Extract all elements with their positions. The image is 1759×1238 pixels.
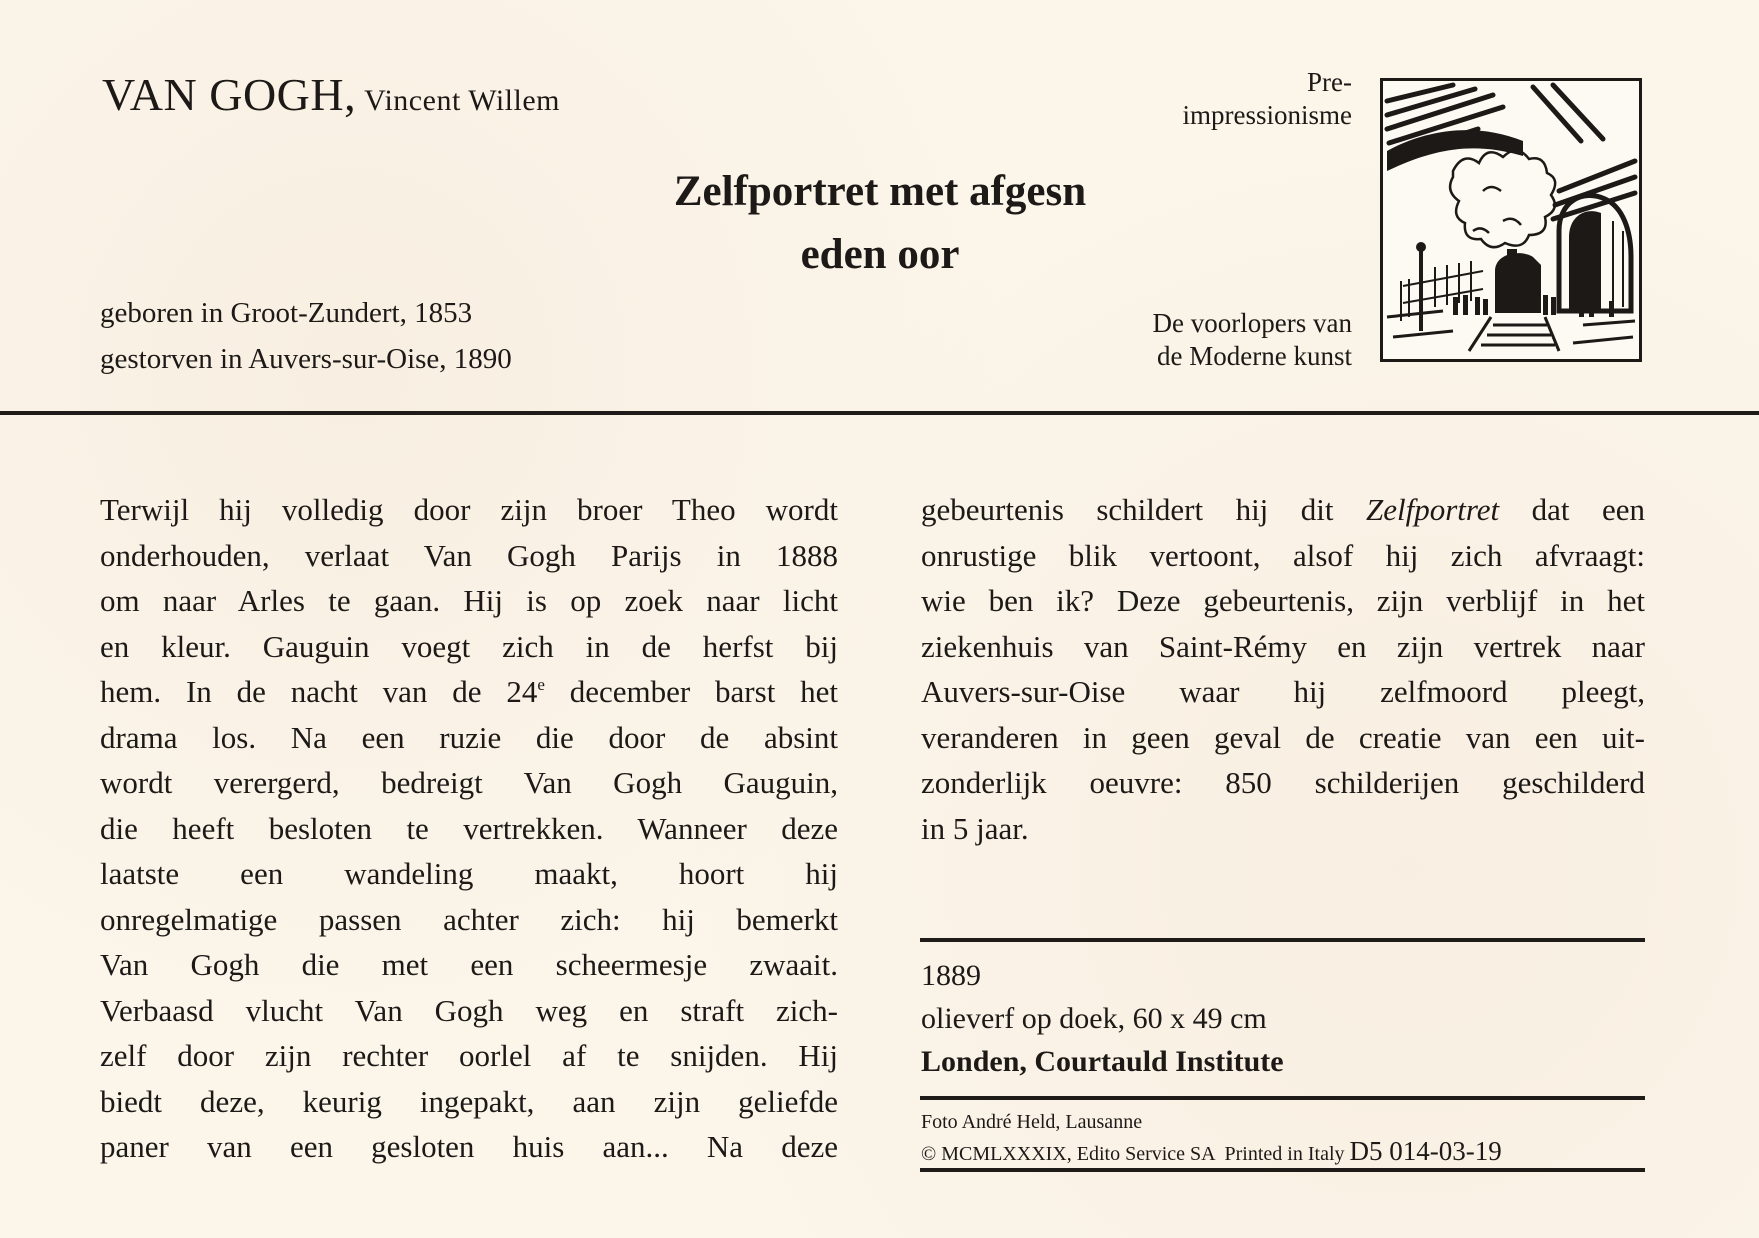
art-movement — [1183, 66, 1353, 132]
birth-info: geboren in Groot-Zundert, 1853 — [100, 297, 473, 329]
body-text: gebeurtenis schildert hij dit — [921, 492, 1366, 527]
credits — [921, 1108, 1646, 1169]
artwork-location: Londen, Courtauld Institute — [921, 1045, 1284, 1078]
series-title — [1153, 307, 1352, 373]
body-line — [100, 669, 838, 715]
railway-station-engraving-icon — [1380, 78, 1642, 362]
body-line: om naar Arles te gaan. Hij is op zoek naar licht — [100, 583, 838, 618]
series-line-2: de Moderne kunst — [1157, 341, 1352, 371]
body-line: in 5 jaar. — [921, 810, 1029, 846]
body-line: wie ben ik? Deze gebeurtenis, zijn verblijf in het — [921, 583, 1645, 618]
copyright-text: © MCMLXXXIX, Edito Service SA Printed in Italy — [921, 1143, 1345, 1165]
body-line: Verbaasd vlucht Van Gogh weg en straft zich- — [100, 992, 838, 1028]
movement-line-1: Pre- — [1307, 67, 1352, 97]
artwork-title — [520, 160, 1240, 286]
body-line: laatste een wandeling maakt, hoort hij — [100, 856, 838, 891]
artwork-info — [921, 954, 1284, 1083]
title-line-1: Zelfportret met afgesn — [673, 168, 1087, 215]
artist-name — [102, 68, 560, 121]
card-code: D5 014-03-19 — [1349, 1136, 1502, 1166]
credits-top-divider — [920, 1096, 1645, 1100]
copyright-line — [921, 1137, 1646, 1169]
artwork-year: 1889 — [921, 959, 981, 992]
body-line: Terwijl hij volledig door zijn broer Theo wordt — [100, 492, 838, 527]
artist-surname: VAN GOGH, — [102, 69, 357, 120]
title-line-2: eden oor — [800, 231, 960, 278]
photo-credit: Foto André Held, Lausanne — [921, 1111, 1143, 1133]
artwork-medium: olieverf op doek, 60 x 49 cm — [921, 1002, 1267, 1035]
body-text: dat een — [1499, 492, 1645, 527]
body-line: onrustige blik vertoont, alsof hij zich afvraagt: — [921, 537, 1645, 573]
artist-given-names: Vincent Willem — [364, 84, 561, 117]
body-line: onregelmatige passen achter zich: hij bemerkt — [100, 901, 838, 937]
body-line: drama los. Na een ruzie die door de absint — [100, 719, 838, 755]
body-line: Auvers-sur-Oise waar hij zelfmoord pleegt, — [921, 674, 1645, 709]
body-line: wordt verergerd, bedreigt Van Gogh Gauguin, — [100, 765, 838, 800]
credits-bottom-divider — [920, 1168, 1645, 1172]
life-dates — [100, 290, 512, 382]
body-line: biedt deze, keurig ingepakt, aan zijn geliefde — [100, 1083, 838, 1119]
body-line: onderhouden, verlaat Van Gogh Parijs in 1888 — [100, 537, 838, 573]
movement-line-2: impressionisme — [1182, 100, 1352, 130]
body-line: die heeft besloten te vertrekken. Wanneer deze — [100, 810, 838, 846]
header-divider — [0, 411, 1759, 415]
body-line: ziekenhuis van Saint-Rémy en zijn vertrek naar — [921, 628, 1645, 664]
body-line: zonderlijk oeuvre: 850 schilderijen geschilderd — [921, 765, 1645, 800]
italic-title: Zelfportret — [1365, 492, 1500, 527]
body-text: december barst het — [544, 674, 839, 709]
body-line: veranderen in geen geval de creatie van een uit- — [921, 719, 1645, 755]
biography-left-column — [100, 487, 838, 1170]
body-line: zelf door zijn rechter oorlel af te snijden. Hij — [100, 1038, 838, 1073]
series-line-1: De voorlopers van — [1152, 308, 1352, 338]
body-line: Van Gogh die met een scheermesje zwaait. — [100, 947, 838, 982]
biography-right-column — [921, 487, 1645, 851]
body-line: en kleur. Gauguin voegt zich in de herfst bij — [100, 628, 838, 664]
body-line: paner van een gesloten huis aan... Na deze — [100, 1129, 838, 1164]
artwork-info-divider — [920, 938, 1645, 942]
body-text: hem. In de nacht van de 24 — [100, 674, 538, 709]
death-info: gestorven in Auvers-sur-Oise, 1890 — [100, 343, 512, 375]
body-line — [921, 487, 1645, 533]
ordinal-superscript: e — [537, 675, 545, 694]
